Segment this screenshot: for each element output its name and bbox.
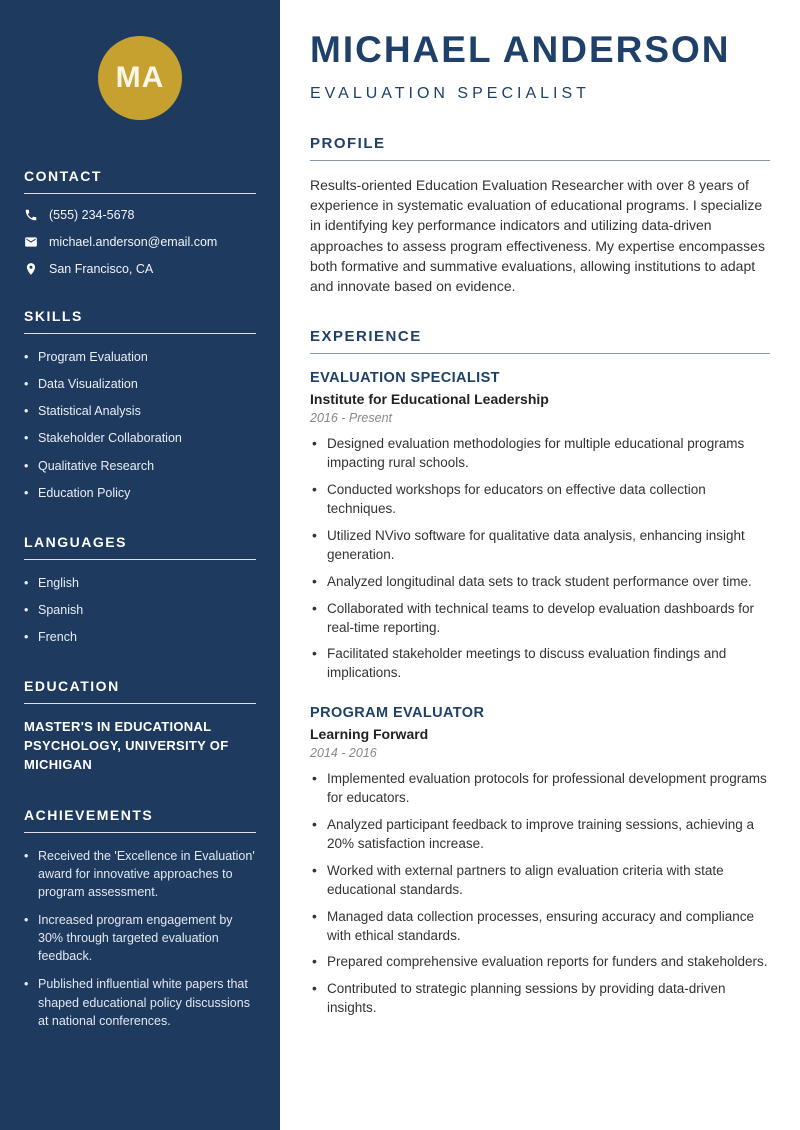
- language-item: • French: [24, 628, 256, 646]
- main-content: [280, 0, 800, 1130]
- email-row: [24, 235, 256, 249]
- contact-section: [24, 168, 256, 276]
- location-row: [24, 262, 256, 276]
- avatar-initials: MA: [115, 61, 165, 94]
- languages-section: [24, 534, 256, 646]
- experience-heading: EXPERIENCE: [310, 328, 770, 354]
- phone-value: (555) 234-5678: [49, 208, 135, 222]
- job-bullet: • Analyzed longitudinal data sets to track student performance over time.: [310, 573, 770, 592]
- language-item: • Spanish: [24, 601, 256, 619]
- job-bullet: • Worked with external partners to align evaluation criteria with state educational standards.: [310, 862, 770, 900]
- job-bullet: • Designed evaluation methodologies for multiple educational programs impacting rural schools.: [310, 435, 770, 473]
- resume-title: EVALUATION SPECIALIST: [310, 84, 590, 102]
- skills-section: [24, 308, 256, 502]
- job-bullet: • Conducted workshops for educators on effective data collection techniques.: [310, 481, 770, 519]
- job-title: PROGRAM EVALUATOR: [310, 705, 485, 722]
- job-title: EVALUATION SPECIALIST: [310, 370, 500, 387]
- job-bullet: • Analyzed participant feedback to improve training sessions, achieving a 20% satisfaction increase.: [310, 816, 770, 854]
- email-icon: [24, 235, 38, 249]
- job-bullet: • Contributed to strategic planning sessions by providing data-driven insights.: [310, 980, 770, 1018]
- degree-text: MASTER'S IN EDUCATIONAL PSYCHOLOGY, UNIVERSITY OF MICHIGAN: [24, 719, 229, 772]
- location-pin-icon: [24, 262, 38, 276]
- language-item: • English: [24, 574, 256, 592]
- skill-item: • Stakeholder Collaboration: [24, 429, 256, 447]
- job-bullet: • Utilized NVivo software for qualitative data analysis, enhancing insight generation.: [310, 527, 770, 565]
- achievements-list: [24, 847, 256, 1030]
- avatar: [98, 36, 182, 120]
- achievement-item: • Received the 'Excellence in Evaluation' award for innovative approaches to program assessment.: [24, 847, 256, 901]
- skills-heading: SKILLS: [24, 308, 256, 334]
- job-bullet-list: [310, 770, 770, 1018]
- skill-item: • Statistical Analysis: [24, 402, 256, 420]
- resume-name: MICHAEL ANDERSON: [310, 29, 731, 70]
- job-dates: 2016 - Present: [310, 411, 392, 426]
- skill-item: • Education Policy: [24, 484, 256, 502]
- achievement-item: • Published influential white papers that shaped educational policy discussions at national conferences.: [24, 975, 256, 1029]
- experience-job: [310, 370, 770, 683]
- location-value: San Francisco, CA: [49, 262, 154, 276]
- languages-heading: LANGUAGES: [24, 534, 256, 560]
- achievements-section: [24, 807, 256, 1030]
- email-value: michael.anderson@email.com: [49, 235, 218, 249]
- job-dates: 2014 - 2016: [310, 746, 377, 761]
- job-bullet: • Managed data collection processes, ensuring accuracy and compliance with ethical standards.: [310, 908, 770, 946]
- profile-section: [310, 135, 770, 297]
- job-bullet: • Facilitated stakeholder meetings to discuss evaluation findings and implications.: [310, 645, 770, 683]
- experience-job: [310, 705, 770, 1018]
- skills-list: [24, 348, 256, 502]
- skill-item: • Program Evaluation: [24, 348, 256, 366]
- profile-heading: PROFILE: [310, 135, 770, 161]
- experience-section: [310, 328, 770, 1018]
- job-bullet: • Prepared comprehensive evaluation reports for funders and stakeholders.: [310, 953, 770, 972]
- achievement-item: • Increased program engagement by 30% through targeted evaluation feedback.: [24, 911, 256, 965]
- profile-text: Results-oriented Education Evaluation Researcher with over 8 years of experience in systematic evaluation of educational programs. I specialize in identifying key performance indicators and utilizing data-driven approaches to assess program effectiveness. My expertise encompasses both formative and summative evaluations, allowing institutions to adapt and innovate based on evidence.: [310, 176, 765, 295]
- job-bullet: • Collaborated with technical teams to develop evaluation dashboards for real-time reporting.: [310, 600, 770, 638]
- job-bullet-list: [310, 435, 770, 683]
- contact-heading: CONTACT: [24, 168, 256, 194]
- achievements-heading: ACHIEVEMENTS: [24, 807, 256, 833]
- skill-item: • Qualitative Research: [24, 457, 256, 475]
- languages-list: [24, 574, 256, 646]
- education-heading: EDUCATION: [24, 678, 256, 704]
- job-company: Institute for Educational Leadership: [310, 391, 549, 408]
- skill-item: • Data Visualization: [24, 375, 256, 393]
- phone-row: [24, 208, 256, 222]
- education-section: [24, 678, 256, 775]
- job-company: Learning Forward: [310, 726, 429, 743]
- job-bullet: • Implemented evaluation protocols for professional development programs for educators.: [310, 770, 770, 808]
- phone-icon: [24, 208, 38, 222]
- sidebar: [0, 0, 280, 1130]
